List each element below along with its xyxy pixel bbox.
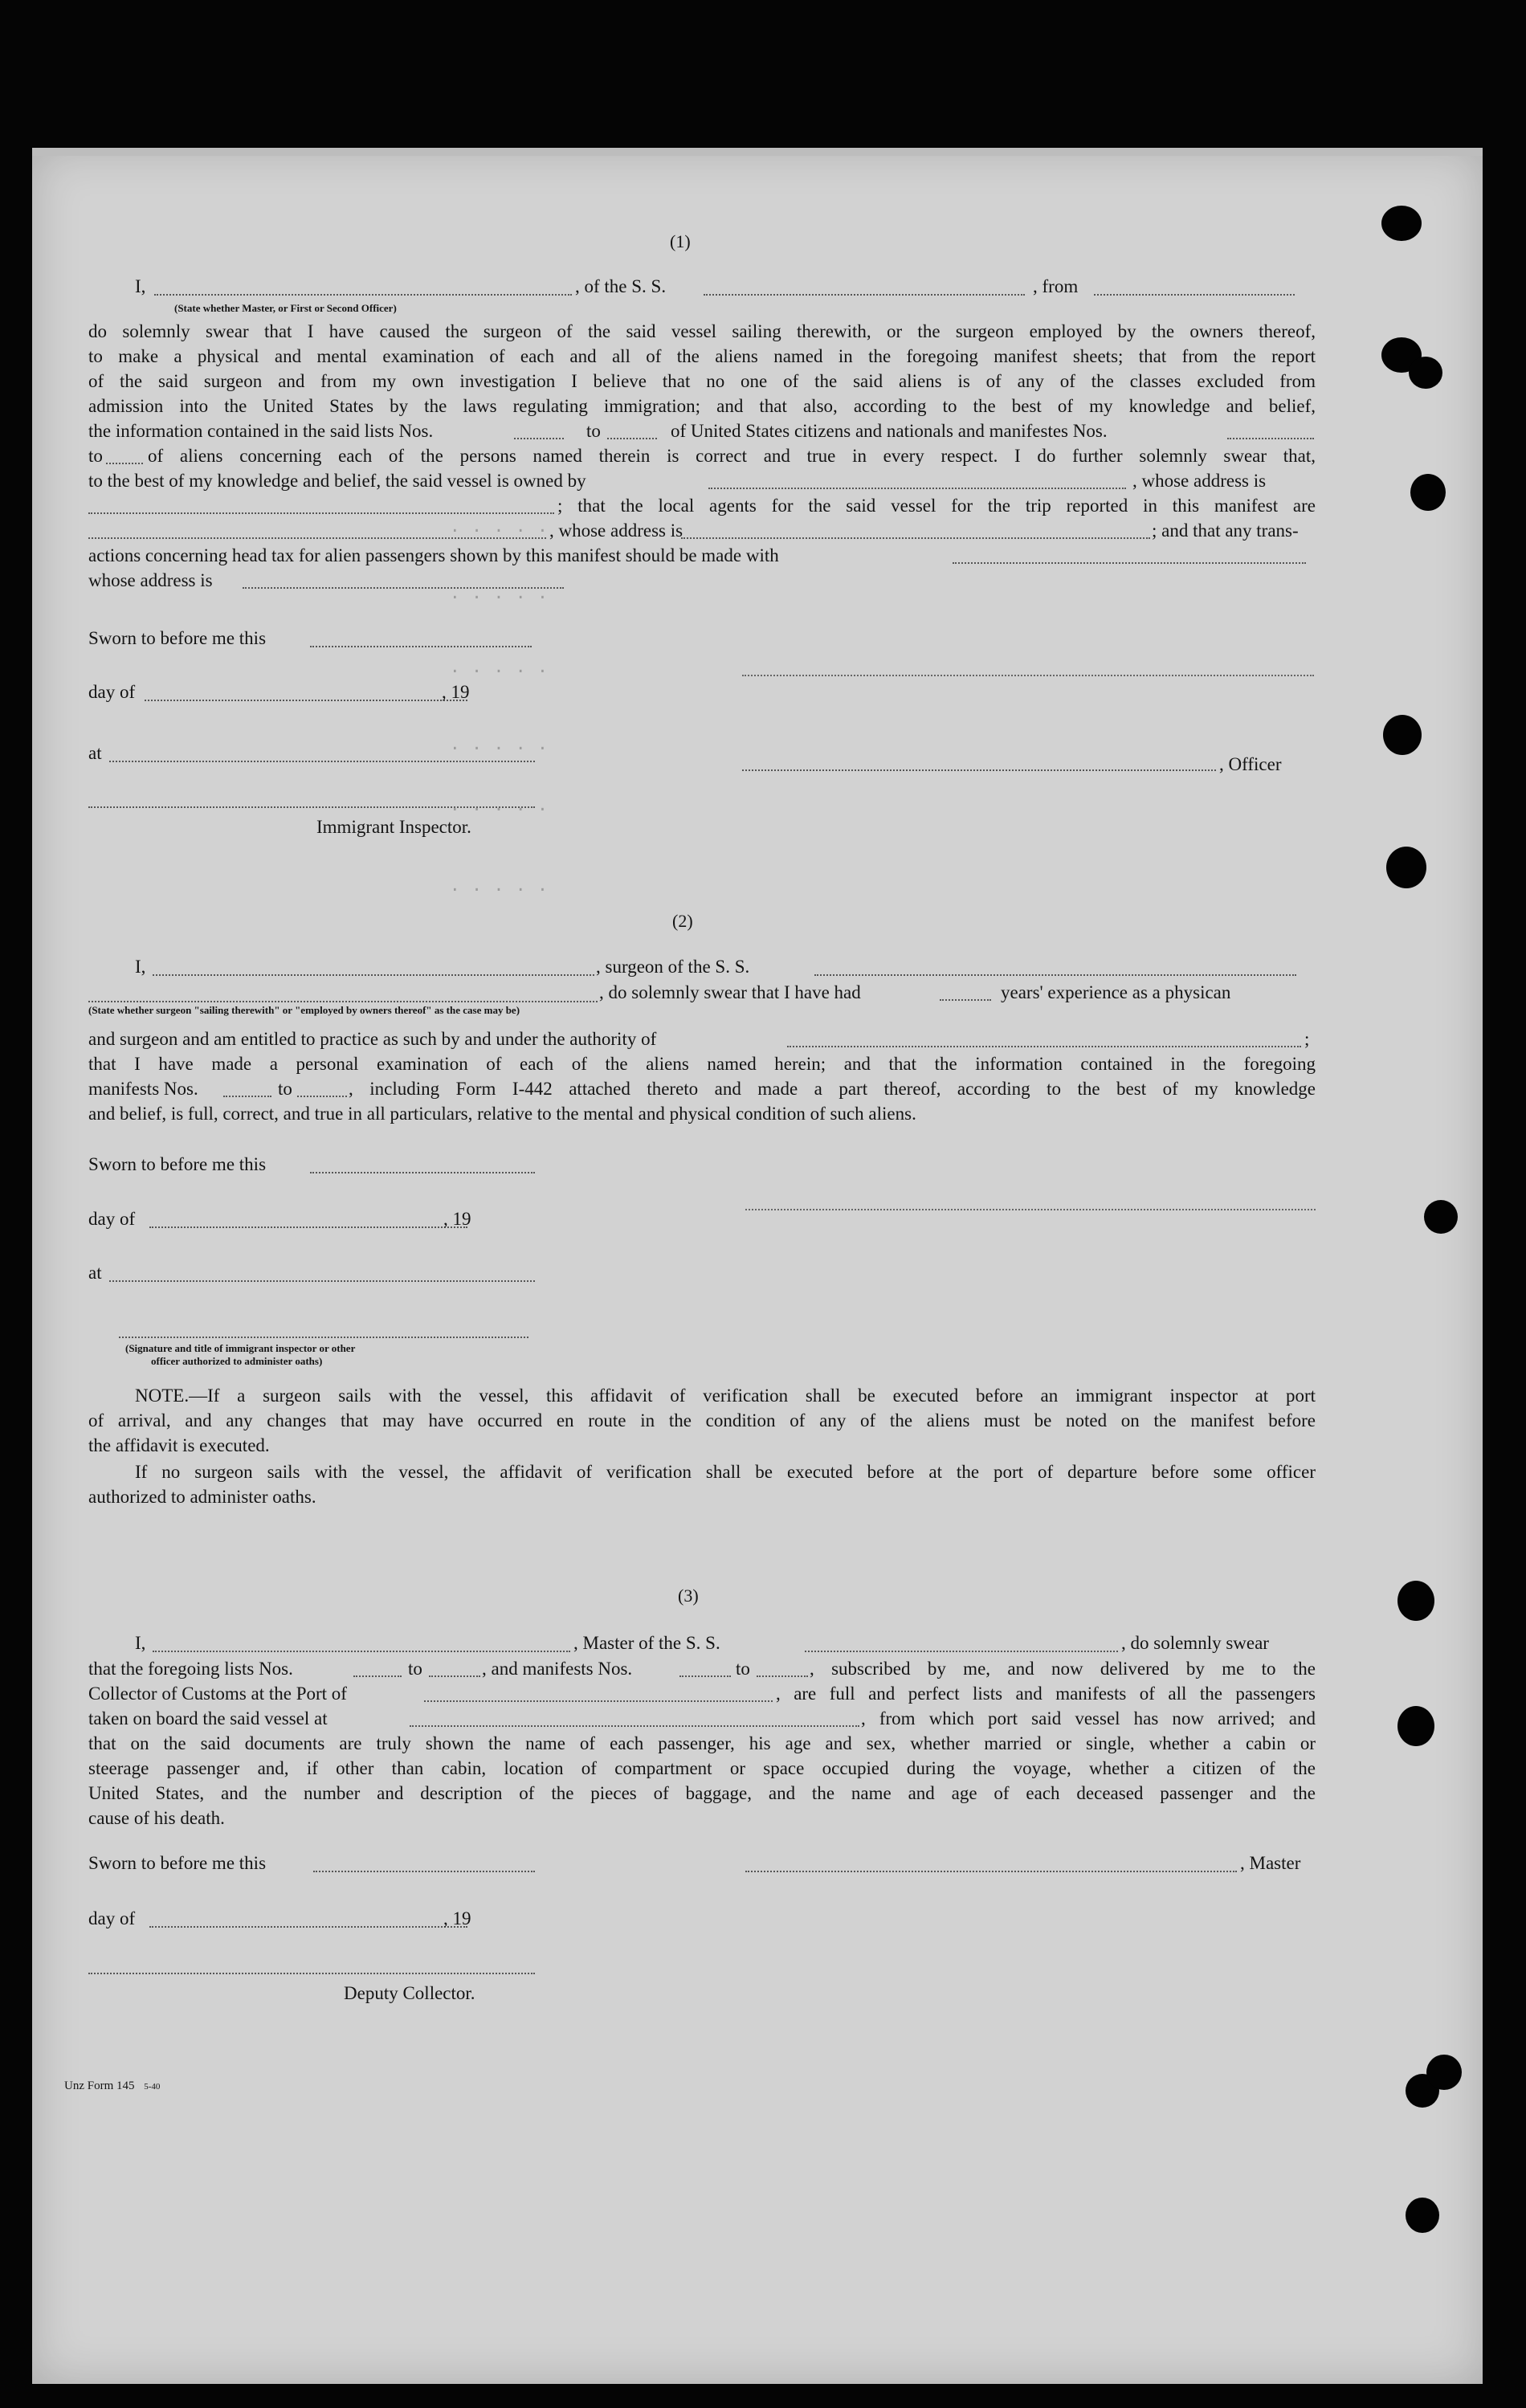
s2-note: (State whether surgeon "sailing therewith" or "employed by owners thereof" as the case may be) bbox=[88, 1004, 520, 1016]
s1-owner-blank[interactable] bbox=[708, 488, 1126, 489]
s1-officer-name-blank[interactable] bbox=[154, 294, 572, 296]
s3-deputy-blank[interactable] bbox=[88, 1973, 535, 1974]
s1-nineteen: , 19 bbox=[442, 682, 470, 702]
s3-and-manifests: , and manifests Nos. bbox=[482, 1659, 633, 1679]
binder-hole bbox=[1424, 1200, 1458, 1234]
s2-to: to bbox=[278, 1079, 292, 1099]
binder-hole bbox=[1426, 2055, 1462, 2090]
s3-last-line: cause of his death. bbox=[88, 1808, 225, 1828]
s2-belief: and belief, is full, correct, and true in all particulars, relative to the mental and physical condition of such aliens. bbox=[88, 1104, 916, 1124]
s2-manifests-from-blank[interactable] bbox=[223, 1096, 271, 1097]
s2-including: , including Form I-442 attached thereto and made a part thereof, according to the best of my knowledge bbox=[349, 1079, 1316, 1099]
s1-body-line-2: to make a physical and mental examination of each and all of the aliens named in the foregoing manifest sheets; that from the report bbox=[88, 346, 1316, 366]
s1-i: I, bbox=[135, 276, 146, 296]
s2-officer-signature-blank[interactable] bbox=[119, 1337, 528, 1338]
s3-to: to bbox=[408, 1659, 422, 1679]
note-p2-line-2: authorized to administer oaths. bbox=[88, 1487, 316, 1507]
s1-from: , from bbox=[1033, 276, 1079, 296]
s1-info-pre: the information contained in the said lists Nos. bbox=[88, 421, 434, 441]
s3-manifests-from-blank[interactable] bbox=[679, 1675, 731, 1677]
s2-day-blank[interactable] bbox=[149, 1226, 467, 1228]
s2-nineteen: , 19 bbox=[443, 1209, 471, 1229]
binder-hole bbox=[1383, 715, 1422, 755]
s3-taken: taken on board the said vessel at bbox=[88, 1708, 328, 1728]
s2-manifests-to-blank[interactable] bbox=[297, 1096, 347, 1097]
s2-personal: that I have made a personal examination of each of the aliens named herein; and that the information contained in the foregoing bbox=[88, 1054, 1316, 1074]
binder-hole bbox=[1397, 1706, 1434, 1746]
s1-to: to bbox=[586, 421, 601, 441]
s3-deputy: Deputy Collector. bbox=[344, 1983, 475, 2003]
s3-day-of: day of bbox=[88, 1908, 136, 1928]
s2-sworn-blank[interactable] bbox=[310, 1172, 535, 1173]
s3-subscribed: , subscribed by me, and now delivered by me to the bbox=[810, 1659, 1316, 1679]
s1-of-ss: , of the S. S. bbox=[575, 276, 667, 296]
s1-actions: actions concerning head tax for alien passengers shown by this manifest should be made with bbox=[88, 545, 779, 565]
s1-day-blank[interactable] bbox=[145, 700, 467, 701]
s3-body-line-2: steerage passenger and, if other than cabin, location of compartment or space occupied during the voyage, whether a citizen of the bbox=[88, 1758, 1316, 1778]
binder-hole bbox=[1409, 357, 1442, 389]
s3-lists: that the foregoing lists Nos. bbox=[88, 1659, 293, 1679]
s1-officer-signature-blank[interactable] bbox=[742, 769, 1216, 771]
s2-manifests: manifests Nos. bbox=[88, 1079, 198, 1099]
s1-day-of: day of bbox=[88, 682, 136, 702]
bleed-through-mark: · · · · · bbox=[450, 588, 549, 607]
s1-officer-note: (State whether Master, or First or Second Officer) bbox=[174, 302, 397, 314]
s2-day-of: day of bbox=[88, 1209, 136, 1229]
s3-port-blank[interactable] bbox=[424, 1700, 773, 1702]
s3-day-blank[interactable] bbox=[149, 1926, 467, 1928]
s1-body-line-1: do solemnly swear that I have caused the surgeon of the said vessel sailing therewith, or the surgeon employed by the owners thereof, bbox=[88, 321, 1316, 341]
section-2-number: (2) bbox=[672, 911, 693, 931]
s1-sworn-blank[interactable] bbox=[310, 646, 532, 647]
binder-hole bbox=[1381, 206, 1422, 241]
s2-i: I, bbox=[135, 957, 146, 977]
s3-body-line-1: that on the said documents are truly shown the name of each passenger, his age and sex, whether married or single, whether a cabin or bbox=[88, 1733, 1316, 1753]
s1-head-tax-blank[interactable] bbox=[953, 562, 1306, 564]
binder-hole bbox=[1410, 474, 1446, 511]
binder-hole bbox=[1406, 2198, 1439, 2233]
s3-master: , Master bbox=[1240, 1853, 1301, 1873]
s1-owner-address-blank[interactable] bbox=[88, 512, 554, 514]
binder-hole bbox=[1397, 1581, 1434, 1621]
s3-body-line-3: United States, and the number and description of the pieces of baggage, and the name and age of each deceased passenger and the bbox=[88, 1783, 1316, 1803]
note-p1-line-1: NOTE.—If a surgeon sails with the vessel, this affidavit of verification shall be executed before an immigrant inspector at port bbox=[135, 1386, 1316, 1406]
s2-years-blank[interactable] bbox=[940, 999, 991, 1001]
s2-sig-note-2: officer authorized to administer oaths) bbox=[151, 1355, 323, 1367]
s1-vessel-blank[interactable] bbox=[704, 294, 1025, 296]
s3-sworn: Sworn to before me this bbox=[88, 1853, 267, 1873]
form-name: Unz Form 145 bbox=[64, 2079, 135, 2092]
s1-trans: ; and that any trans- bbox=[1152, 520, 1299, 541]
s2-semicolon: ; bbox=[1304, 1029, 1310, 1049]
s1-body-line-3: of the said surgeon and from my own investigation I believe that no one of the said aliens is of any of the classes excluded from bbox=[88, 371, 1316, 391]
s1-inspector: Immigrant Inspector. bbox=[316, 817, 471, 837]
s3-taken-at-blank[interactable] bbox=[410, 1725, 859, 1727]
s3-swear: , do solemnly swear bbox=[1121, 1633, 1269, 1653]
s2-years: years' experience as a physican bbox=[1001, 982, 1231, 1002]
s1-from-blank[interactable] bbox=[1094, 294, 1295, 296]
s2-surgeon-name-blank[interactable] bbox=[153, 974, 594, 976]
s1-info-post: of United States citizens and nationals and manifestes Nos. bbox=[671, 421, 1108, 441]
s1-lists-from-blank[interactable] bbox=[514, 438, 564, 439]
s1-signature-line[interactable] bbox=[742, 675, 1314, 676]
s3-master-name-blank[interactable] bbox=[153, 1651, 570, 1652]
s3-full: , are full and perfect lists and manifests of all the passengers bbox=[776, 1684, 1316, 1704]
form-code: 5-40 bbox=[144, 2082, 161, 2092]
bleed-through-mark: · · · · · bbox=[450, 662, 549, 681]
form-number bbox=[64, 2074, 160, 2100]
bleed-through-mark: · · · · · bbox=[450, 739, 549, 758]
s1-at: at bbox=[88, 743, 102, 763]
bleed-through-mark: · · · · · bbox=[450, 800, 549, 819]
s3-from-which: , from which port said vessel has now arrived; and bbox=[861, 1708, 1316, 1728]
s1-whose-address: whose address is bbox=[88, 570, 213, 590]
s1-sworn: Sworn to before me this bbox=[88, 628, 267, 648]
s3-lists-to-blank[interactable] bbox=[429, 1675, 480, 1677]
s2-sig-note-1: (Signature and title of immigrant inspector or other bbox=[125, 1342, 356, 1354]
s1-officer: , Officer bbox=[1219, 754, 1282, 774]
s2-sworn: Sworn to before me this bbox=[88, 1154, 267, 1174]
s1-manifests-from-blank[interactable] bbox=[1227, 438, 1314, 439]
s3-master-of: , Master of the S. S. bbox=[573, 1633, 720, 1653]
s1-agents: ; that the local agents for the said vessel for the trip reported in this manifest are bbox=[557, 496, 1316, 516]
binder-hole bbox=[1386, 847, 1426, 888]
s2-designation-blank[interactable] bbox=[88, 1001, 598, 1002]
s2-authority-blank[interactable] bbox=[787, 1046, 1301, 1047]
s1-aliens-to: to bbox=[88, 446, 103, 466]
s1-lists-to-blank[interactable] bbox=[607, 438, 657, 439]
s1-at-blank[interactable] bbox=[109, 761, 535, 762]
s2-vessel-blank[interactable] bbox=[814, 974, 1296, 976]
s3-nineteen: , 19 bbox=[443, 1908, 471, 1928]
s2-signature-line[interactable] bbox=[745, 1209, 1316, 1210]
s3-master-signature-blank[interactable] bbox=[745, 1871, 1237, 1872]
note-p1-line-3: the affidavit is executed. bbox=[88, 1435, 270, 1455]
s2-swear: , do solemnly swear that I have had bbox=[599, 982, 861, 1002]
s2-at: at bbox=[88, 1263, 102, 1283]
s2-authority: and surgeon and am entitled to practice as such by and under the authority of bbox=[88, 1029, 657, 1049]
bleed-through-mark: · · · · · bbox=[450, 521, 549, 541]
s3-vessel-blank[interactable] bbox=[805, 1651, 1118, 1652]
s2-surgeon-of: , surgeon of the S. S. bbox=[596, 957, 750, 977]
s3-to-2: to bbox=[736, 1659, 750, 1679]
s1-whose-address-is: , whose address is bbox=[1132, 471, 1267, 491]
section-3-number: (3) bbox=[678, 1586, 699, 1606]
s1-aliens-text: of aliens concerning each of the persons named therein is correct and true in every respect. I do further solemnly swear that, bbox=[148, 446, 1316, 466]
s1-owned-by: to the best of my knowledge and belief, the said vessel is owned by bbox=[88, 471, 586, 491]
note-p2-line-1: If no surgeon sails with the vessel, the affidavit of verification shall be executed before at the port of departure before some officer bbox=[135, 1462, 1316, 1482]
s2-at-blank[interactable] bbox=[109, 1280, 535, 1282]
note-p1-line-2: of arrival, and any changes that may have occurred en route in the condition of any of the aliens must be noted on the manifest before bbox=[88, 1410, 1316, 1431]
bleed-through-mark: · · · · · bbox=[450, 880, 549, 900]
s3-sworn-blank[interactable] bbox=[313, 1871, 535, 1872]
section-1-number: (1) bbox=[670, 231, 691, 251]
s1-manifests-to-blank[interactable] bbox=[106, 463, 143, 464]
s1-body-line-4: admission into the United States by the laws regulating immigration; and that also, according to the best of my knowledge and belief, bbox=[88, 396, 1316, 416]
s3-manifests-to-blank[interactable] bbox=[757, 1675, 808, 1677]
s3-collector: Collector of Customs at the Port of bbox=[88, 1684, 347, 1704]
manifest-affidavit-page bbox=[32, 148, 1483, 2384]
s1-agents-address-blank[interactable] bbox=[681, 537, 1150, 539]
s3-lists-from-blank[interactable] bbox=[353, 1675, 402, 1677]
s3-i: I, bbox=[135, 1633, 146, 1653]
s1-whose-address-is-2: , whose address is bbox=[549, 520, 683, 541]
